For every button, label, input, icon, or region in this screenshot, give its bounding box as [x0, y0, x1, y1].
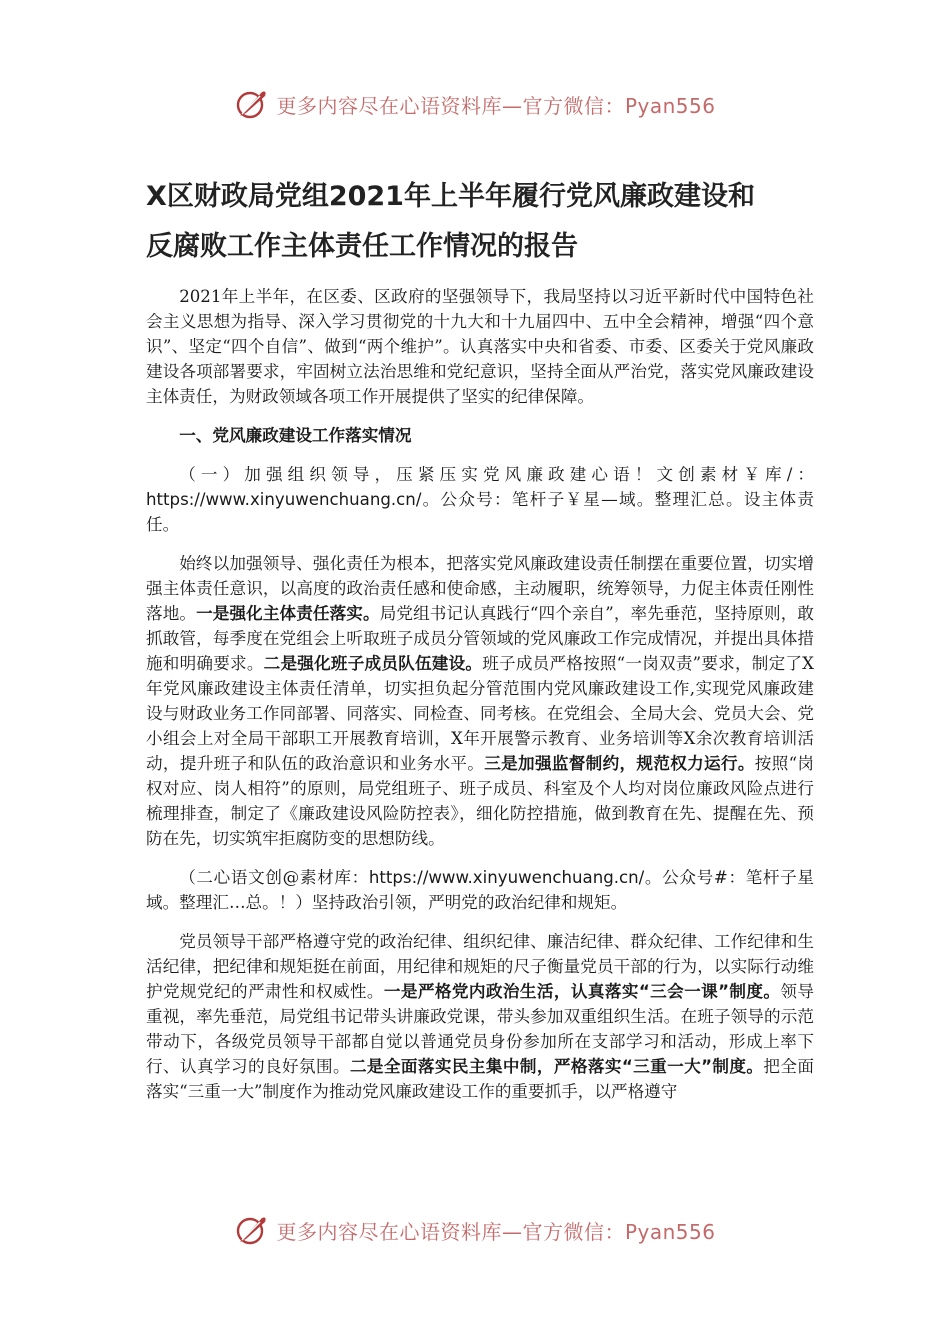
header-banner [0, 80, 950, 128]
para2-bold-2: 二是全面落实民主集中制，严格落实“三重一大”制度。 [349, 1057, 764, 1076]
intro-paragraph: 2021年上半年，在区委、区政府的坚强领导下，我局坚持以习近平新时代中国特色社会主义思想为指导、深入学习贯彻党的十九大和十九届四中、五中全会精神，增强“四个意识”、坚定“四个自信”、做到“两个维护”。认真落实中央和省委、市委、区委关于党风廉政建设各项部署要求，牢固树立法治思维和党纪意识，坚持全面从严治党，落实党风廉政建设主体责任，为财政领域各项工作开展提供了坚实的纪律保障。 [146, 287, 814, 406]
subsection-1-text-a: （一）加强组织领导，压紧压实党风廉政建心语！文创素材￥库/： [179, 465, 814, 484]
document-title [146, 172, 826, 272]
footer-banner [0, 1206, 950, 1254]
subsection-2-text-b: 。公众号#：笔杆子星域。整理汇…总。！）坚持政治引领，严明党的政治纪律和规矩。 [146, 868, 815, 912]
quill-logo-icon [234, 86, 270, 122]
title-line-2: 反腐败工作主体责任工作情况的报告 [146, 231, 578, 262]
para2-bold-1: 一是严格党内政治生活，认真落实“三会一课”制度。 [383, 982, 781, 1001]
subsection-2-text-a: （二心语文创@素材库： [179, 868, 369, 887]
subsection-2-heading [146, 865, 814, 915]
title-line-1: X区财政局党组2021年上半年履行党风廉政建设和 [146, 181, 755, 212]
banner-text: 更多内容尽在心语资料库—官方微信：Pyan556 [276, 93, 716, 118]
subsection-1-text-b: 。公众号：笔杆子￥星—域。整理汇总。设主体责任。 [146, 490, 814, 534]
para1-text-2: 局党组书记认真践行“四个亲自”，率先垂范，坚持原则，敢抓敢管，每季度在党组会上听取班子成员分管领域的党风廉政工作完成情况，并提出具体措施和明确要求。 [146, 604, 815, 673]
para1-text-3: 班子成员严格按照“一岗双责”要求，制定了X年党风廉政建设主体责任清单，切实担负起分管范围内党风廉政建设工作,实现党风廉政建设与财政业务工作同部署、同落实、同检查、同考核。在党组会、全局大会、党员大会、党小组会上对全局干部职工开展教育培训，X年开展警示教育、业务培训等X余次教育培训活动，提升班子和队伍的政治意识和业务水平。 [146, 654, 814, 773]
subsection-1-heading [146, 462, 814, 537]
document-body [146, 284, 814, 1104]
paragraph-responsibility [146, 551, 814, 851]
para2-text-1: 党员领导干部严格遵守党的政治纪律、组织纪律、廉洁纪律、群众纪律、工作纪律和生活纪律，把纪律和规矩挺在前面，用纪律和规矩的尺子衡量党员干部的行为，以实际行动维护党规党纪的严肃性和权威性。 [146, 932, 814, 1001]
para1-bold-2: 二是强化班子成员队伍建设。 [263, 654, 483, 673]
subsection-2-url: https://www.xinyuwenchuang.cn/ [368, 868, 645, 887]
para1-bold-1: 一是强化主体责任落实。 [196, 604, 380, 623]
para2-text-3: 把全面落实“三重一大”制度作为推动党风廉政建设工作的重要抓手，以严格遵守 [146, 1057, 815, 1101]
section-heading: 一、党风廉政建设工作落实情况 [179, 426, 412, 445]
para1-text-1: 始终以加强领导、强化责任为根本，把落实党风廉政建设责任制摆在重要位置，切实增强主体责任意识，以高度的政治责任感和使命感，主动履职，统筹领导，力促主体责任刚性落地。 [146, 554, 814, 623]
paragraph-discipline [146, 929, 814, 1104]
para1-bold-3: 三是加强监督制约，规范权力运行。 [484, 754, 755, 773]
para1-text-4: 按照“岗权对应、岗人相符”的原则，局党组班子、班子成员、科室及个人均对岗位廉政风险点进行梳理排查，制定了《廉政建设风险防控表》，细化防控措施，做到教育在先、提醒在先、预防在先，切实筑牢拒腐防变的思想防线。 [146, 754, 815, 848]
banner-text: 更多内容尽在心语资料库—官方微信：Pyan556 [276, 1219, 716, 1244]
para2-text-2: 领导重视，率先垂范，局党组书记带头讲廉政党课，带头参加双重组织生活。在班子领导的示范带动下，各级党员领导干部都自觉以普通党员身份参加所在支部学习和活动，形成上率下行、认真学习的良好氛围。 [146, 982, 815, 1076]
subsection-1-url: https://www.xinyuwenchuang.cn/ [146, 490, 422, 509]
quill-logo-icon [234, 1212, 270, 1248]
